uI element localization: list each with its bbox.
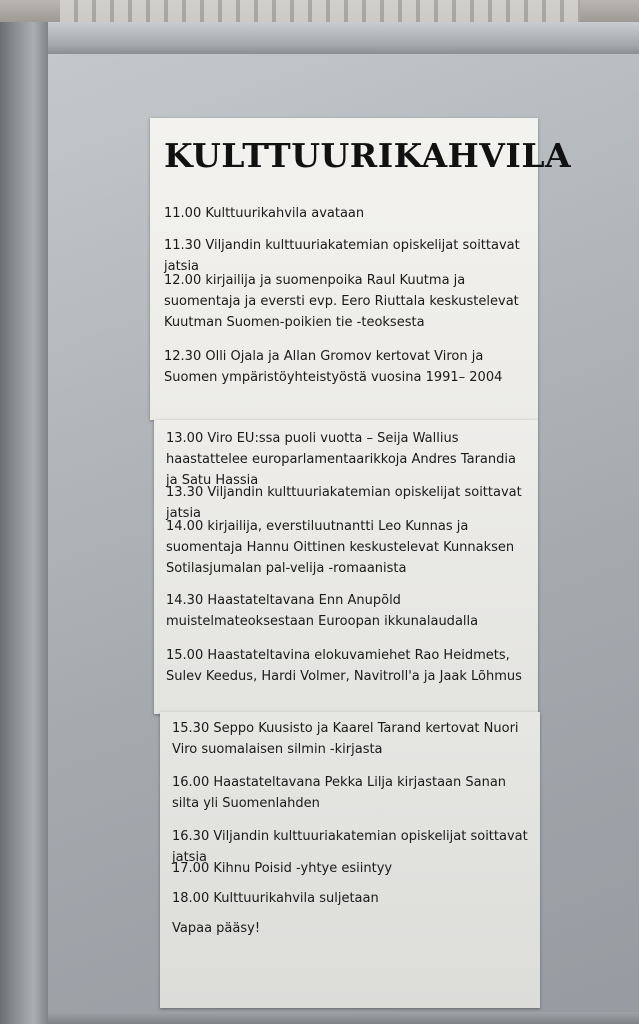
schedule-item: 16.30 Viljandin kulttuuriakatemian opiskelijat soittavat jatsia <box>172 829 528 865</box>
board-left-rail <box>0 22 48 1024</box>
schedule-item: 12.30 Olli Ojala ja Allan Gromov kertovat Viron ja Suomen ympäristöyhteistyöstä vuosina 1991– 2004 <box>164 349 503 385</box>
schedule-item: 15.30 Seppo Kuusisto ja Kaarel Tarand kertovat Nuori Viro suomalaisen silmin -kirjasta <box>172 721 519 757</box>
schedule-item: 13.00 Viro EU:ssa puoli vuotta – Seija Wallius haastattelee europarlamentaarikkoja Andres Tarandia ja Satu Hassia <box>166 431 516 488</box>
schedule-item: 13.30 Viljandin kulttuuriakatemian opiskelijat soittavat jatsia <box>166 485 522 521</box>
schedule-item: 16.00 Haastateltavana Pekka Lilja kirjastaan Sanan silta yli Suomenlahden <box>172 775 507 811</box>
schedule-item: 11.30 Viljandin kulttuuriakatemian opiskelijat soittavat jatsia <box>164 238 520 274</box>
schedule-item: 11.00 Kulttuurikahvila avataan <box>164 206 365 221</box>
schedule-item: 17.00 Kihnu Poisid -yhtye esiintyy <box>172 861 393 876</box>
schedule-item: 18.00 Kulttuurikahvila suljetaan <box>172 891 379 906</box>
schedule-item: 12.00 kirjailija ja suomenpoika Raul Kuutma ja suomentaja ja eversti evp. Eero Riuttala keskustelevat Kuutman Suomen-poikien tie -teoksesta <box>164 273 519 330</box>
schedule-item: 15.00 Haastateltavina elokuvamiehet Rao Heidmets, Sulev Keedus, Hardi Volmer, Navitroll'a ja Jaak Lõhmus <box>166 648 522 684</box>
ceiling-slats <box>60 0 580 22</box>
poster-title: KULTTUURIKAHVILA <box>164 136 572 175</box>
board-top-rail <box>0 22 639 54</box>
schedule-item: 14.00 kirjailija, everstiluutnantti Leo Kunnas ja suomentaja Hannu Oittinen keskustelevat Kunnaksen Sotilasjumalan pal-velija -romaanista <box>166 519 515 576</box>
schedule-item: 14.30 Haastateltavana Enn Anupõld muistelmateoksestaan Euroopan ikkunalaudalla <box>166 593 479 629</box>
board-bottom-rail <box>48 1012 639 1024</box>
free-entry-note: Vapaa pääsy! <box>172 921 261 936</box>
